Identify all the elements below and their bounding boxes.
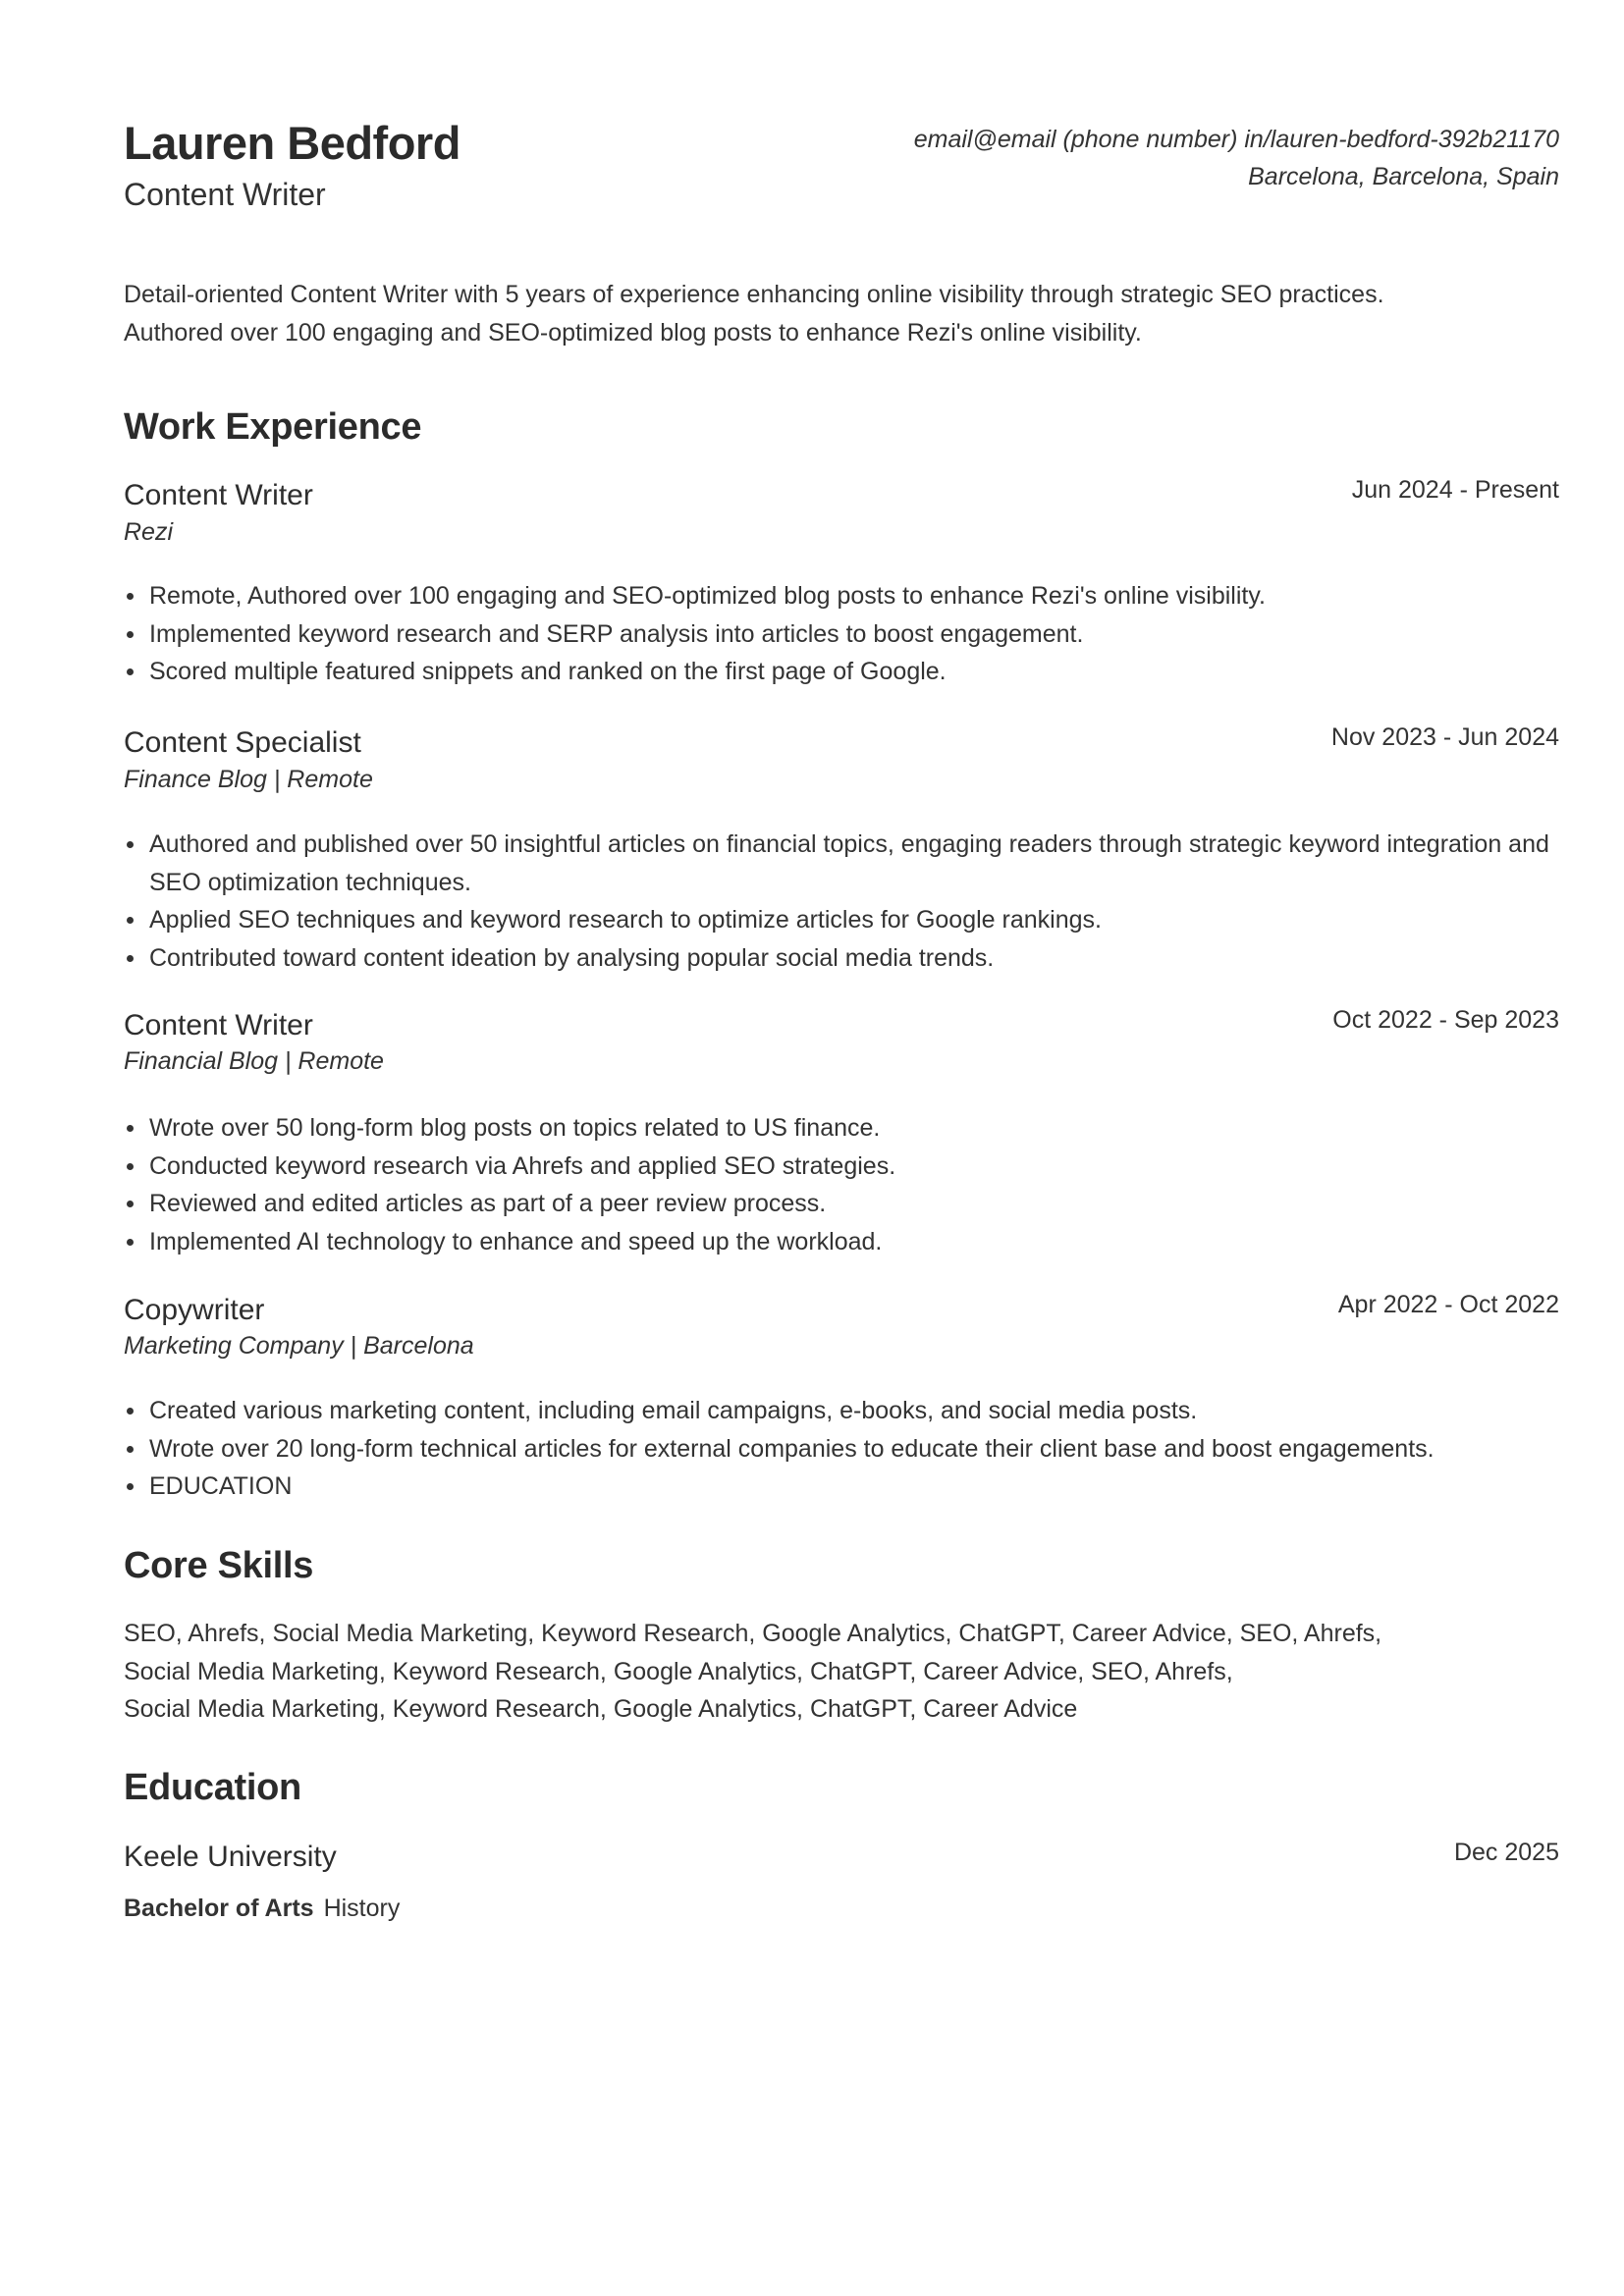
education-degree-row [124, 1895, 400, 1923]
job-bullets [124, 1392, 1559, 1506]
section-heading-education: Education [124, 1767, 301, 1808]
job-bullets [124, 1109, 1559, 1260]
bullet-item: Contributed toward content ideation by analysing popular social media trends. [124, 939, 1559, 978]
bullet-item: Scored multiple featured snippets and ranked on the first page of Google. [124, 653, 1559, 691]
job-company: Financial Blog | Remote [124, 1047, 384, 1075]
job-dates: Nov 2023 - Jun 2024 [1330, 723, 1559, 751]
education-degree: Bachelor of Arts [124, 1895, 314, 1922]
job-dates: Apr 2022 - Oct 2022 [1337, 1291, 1559, 1318]
summary-line-2: Authored over 100 engaging and SEO-optimized blog posts to enhance Rezi's online visibility. [124, 319, 1142, 347]
bullet-item: Authored and published over 50 insightful articles on financial topics, engaging readers through strategic keyword integration and SEO optimization techniques. [124, 826, 1559, 901]
job-title: Content Specialist [124, 726, 361, 759]
section-heading-core-skills: Core Skills [124, 1545, 314, 1586]
skills-line: Social Media Marketing, Keyword Research, Google Analytics, ChatGPT, Career Advice, SEO, Ahrefs, [124, 1657, 1233, 1685]
bullet-item: Wrote over 20 long-form technical articles for external companies to educate their client base and boost engagements. [124, 1430, 1559, 1468]
education-date: Dec 2025 [1453, 1839, 1559, 1866]
bullet-item: Applied SEO techniques and keyword research to optimize articles for Google rankings. [124, 901, 1559, 939]
job-title: Content Writer [124, 479, 313, 511]
bullet-item: Created various marketing content, including email campaigns, e-books, and social media posts. [124, 1392, 1559, 1430]
job-company: Marketing Company | Barcelona [124, 1332, 474, 1360]
summary [124, 276, 1559, 352]
location: Barcelona, Barcelona, Spain [1248, 163, 1559, 190]
job-bullets [124, 577, 1559, 691]
job-bullets [124, 826, 1559, 977]
bullet-item: EDUCATION [124, 1468, 1559, 1506]
job-company: Finance Blog | Remote [124, 766, 373, 793]
job-title: Content Writer [124, 1009, 313, 1041]
job-dates: Oct 2022 - Sep 2023 [1332, 1006, 1559, 1034]
bullet-item: Wrote over 50 long-form blog posts on topics related to US finance. [124, 1109, 1559, 1148]
summary-line-1: Detail-oriented Content Writer with 5 years of experience enhancing online visibility through strategic SEO practices. [124, 281, 1384, 308]
education-school: Keele University [124, 1841, 337, 1873]
contact-line: email@email (phone number) in/lauren-bedford-392b21170 [913, 126, 1559, 153]
section-heading-work-experience: Work Experience [124, 406, 422, 448]
education-field: History [323, 1895, 401, 1922]
bullet-item: Remote, Authored over 100 engaging and SEO-optimized blog posts to enhance Rezi's online visibility. [124, 577, 1559, 615]
bullet-item: Reviewed and edited articles as part of a peer review process. [124, 1185, 1559, 1223]
job-dates: Jun 2024 - Present [1351, 476, 1559, 504]
job-company: Rezi [124, 518, 174, 546]
skills-list [124, 1615, 1559, 1729]
skills-line: Social Media Marketing, Keyword Research, Google Analytics, ChatGPT, Career Advice [124, 1695, 1078, 1723]
bullet-item: Conducted keyword research via Ahrefs and applied SEO strategies. [124, 1148, 1559, 1186]
job-title: Copywriter [124, 1294, 265, 1326]
skills-line: SEO, Ahrefs, Social Media Marketing, Keyword Research, Google Analytics, ChatGPT, Career Advice, SEO, Ahrefs, [124, 1620, 1382, 1647]
candidate-name: Lauren Bedford [124, 117, 460, 169]
bullet-item: Implemented keyword research and SERP analysis into articles to boost engagement. [124, 615, 1559, 654]
bullet-item: Implemented AI technology to enhance and speed up the workload. [124, 1223, 1559, 1261]
candidate-title: Content Writer [124, 177, 326, 212]
